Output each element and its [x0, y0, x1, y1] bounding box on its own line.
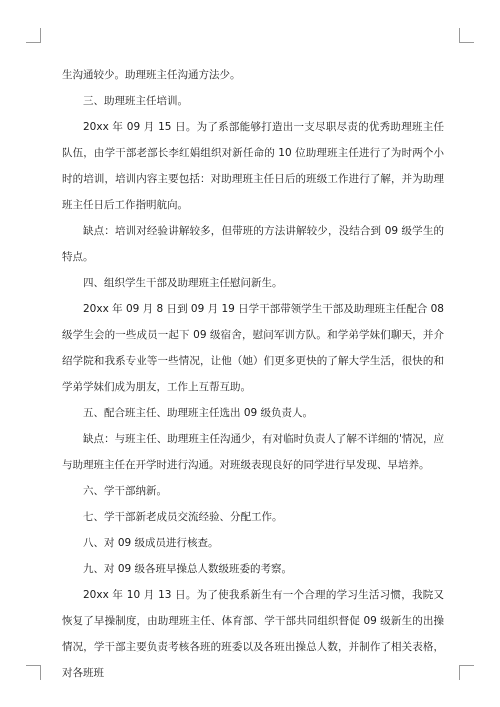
section-heading-5: 五、配合班主任、助理班主任选出 09 级负责人。: [83, 407, 314, 419]
section-heading-7: 七、学干部新老成员交流经验、分配工作。: [83, 511, 283, 523]
paragraph-leaders-shortcoming: 缺点：与班主任、助理班主任沟通少，有对临时负责人了解不详细的'情况，应与助理班主任在开学时进行沟通。对班级表现良好的同学进行早发现、早培养。: [62, 433, 444, 471]
page-corner-mark-top-right: [459, 28, 474, 43]
page-corner-mark-bottom-left: [26, 665, 41, 680]
section-heading-8: 八、对 09 级成员进行核查。: [83, 537, 219, 549]
page-corner-mark-top-left: [26, 28, 41, 43]
paragraph-training: 20xx 年 09 月 15 日。为了系部能够打造出一支尽职尽责的优秀助理班主任队伍，由学干部老部长李红娟组织对新任命的 10 位助理班主任进行了为时两个小时的培训，培训内容主要包括：对助理班主任日后的班级工作进行了解，并为助理班主任日后工作指明航向。: [62, 121, 444, 211]
paragraph-visit-freshmen: 20xx 年 09 月 8 日到 09 月 19 日学干部带领学生干部及助理班主任配合 08 级学生会的一些成员一起下 09 级宿舍，慰问军训方队。和学弟学妹们聊天，并介绍学院和我系专业等一些情况，让他（她）们更多更快的了解大学生活，很快的和学弟学妹们成为朋友，工作上互帮互助。: [62, 303, 444, 393]
section-heading-4: 四、组织学生干部及助理班主任慰问新生。: [83, 277, 283, 289]
section-heading-3: 三、助理班主任培训。: [83, 95, 188, 107]
section-heading-6: 六、学干部纳新。: [83, 485, 167, 497]
paragraph-continuation: 生沟通较少。助理班主任沟通方法少。: [62, 69, 241, 81]
paragraph-morning-exercise: 20xx 年 10 月 13 日。为了使我系新生有一个合理的学习生活习惯，我院又恢复了早操制度，由助理班主任、体育部、学干部共同组织督促 09 级新生的出操情况，学干部主要负责考核各班的班委以及各班出操总人数，并制作了相关表格，对各班班: [62, 589, 444, 679]
paragraph-training-shortcoming: 缺点：培训对经验讲解较多，但带班的方法讲解较少，没结合到 09 级学生的特点。: [62, 225, 444, 263]
page-corner-mark-bottom-right: [459, 665, 474, 680]
section-heading-9: 九、对 09 级各班早操总人数级班委的考察。: [83, 563, 293, 575]
document-body: [62, 62, 444, 686]
